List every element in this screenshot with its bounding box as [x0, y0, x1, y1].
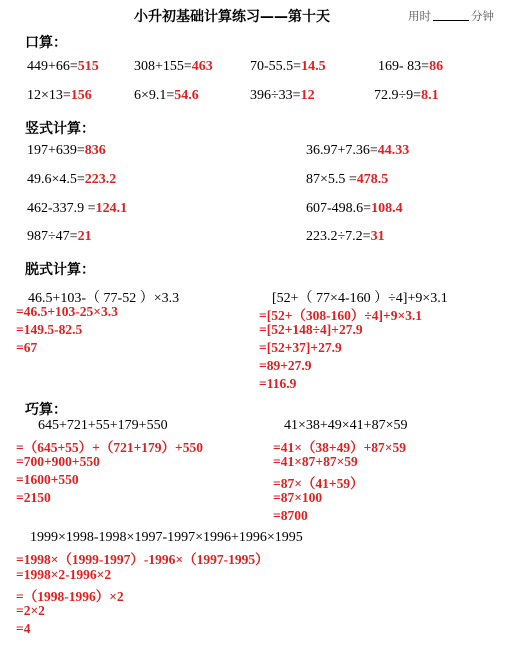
detach-step: =[52+37]+27.9 — [259, 340, 342, 355]
clever-question: 41×38+49×41+87×59 — [284, 418, 408, 433]
clever-step: =41×87+87×59 — [273, 454, 358, 469]
clever-step: =1998×（1999-1997）-1996×（1997-1995） — [16, 552, 269, 567]
clever-step: =2×2 — [16, 603, 45, 618]
clever-step: =8700 — [273, 508, 308, 523]
oral-item: 449+66=515 — [27, 59, 99, 74]
detach-step: =46.5+103-25×3.3 — [16, 304, 118, 319]
clever-step: =87×100 — [273, 490, 323, 505]
time-field — [408, 8, 494, 24]
time-suffix: 分钟 — [471, 9, 494, 23]
detach-step: =89+27.9 — [259, 358, 312, 373]
detach-step: =149.5-82.5 — [16, 322, 83, 337]
vertical-item: 49.6×4.5=223.2 — [27, 172, 117, 187]
vertical-heading: 竖式计算： — [25, 121, 95, 137]
vertical-item: 36.97+7.36=44.33 — [306, 143, 410, 158]
oral-item: 169- 83=86 — [378, 59, 444, 74]
clever-step: =（645+55）+（721+179）+550 — [16, 440, 203, 455]
detach-step: =[52+（308-160）÷4]+9×3.1 — [259, 308, 423, 323]
oral-item: 308+155=463 — [134, 59, 213, 74]
detach-step: =67 — [16, 340, 38, 355]
clever-step: =87×（41+59） — [273, 476, 364, 491]
clever-step: =1998×2-1996×2 — [16, 567, 112, 582]
vertical-item: 987÷47=21 — [27, 229, 92, 244]
clever-step: =（1998-1996）×2 — [16, 589, 124, 604]
clever-step: =4 — [16, 621, 31, 636]
clever-step: =1600+550 — [16, 472, 79, 487]
detach-heading: 脱式计算： — [25, 262, 95, 278]
oral-item: 12×13=156 — [27, 88, 92, 103]
vertical-item: 607-498.6=108.4 — [306, 201, 403, 216]
vertical-item: 87×5.5 =478.5 — [306, 172, 389, 187]
clever-heading: 巧算： — [25, 402, 67, 418]
vertical-item: 197+639=836 — [27, 143, 106, 158]
oral-item: 70-55.5=14.5 — [250, 59, 326, 74]
detach-question: 46.5+103-（ 77-52 ）×3.3 — [28, 291, 180, 306]
time-prefix: 用时 — [408, 9, 431, 23]
vertical-item: 462-337.9 =124.1 — [27, 201, 128, 216]
page-title: 小升初基础计算练习——第十天 — [134, 9, 330, 25]
clever-question: 645+721+55+179+550 — [38, 418, 168, 433]
clever-step: =2150 — [16, 490, 51, 505]
time-blank — [433, 20, 469, 21]
detach-step: =116.9 — [259, 376, 297, 391]
clever-question: 1999×1998-1998×1997-1997×1996+1996×1995 — [30, 530, 303, 545]
detach-step: =[52+148÷4]+27.9 — [259, 322, 363, 337]
clever-step: =700+900+550 — [16, 454, 100, 469]
clever-step: =41×（38+49）+87×59 — [273, 440, 406, 455]
oral-item: 396÷33=12 — [250, 88, 315, 103]
detach-question: [52+（ 77×4-160 ）÷4]+9×3.1 — [272, 291, 448, 306]
oral-item: 6×9.1=54.6 — [134, 88, 199, 103]
oral-heading: 口算： — [25, 35, 67, 51]
oral-item: 72.9÷9=8.1 — [374, 88, 439, 103]
vertical-item: 223.2÷7.2=31 — [306, 229, 385, 244]
